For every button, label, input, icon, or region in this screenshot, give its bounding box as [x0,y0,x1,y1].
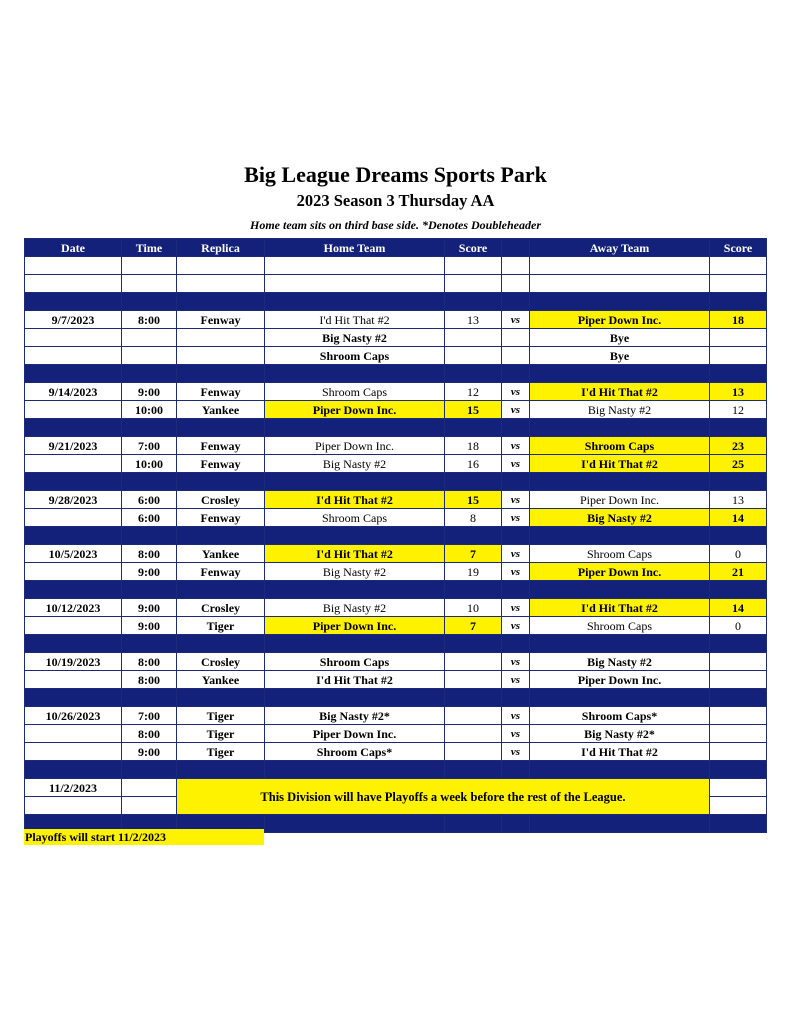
col-date: Date [25,239,122,257]
separator-cell [25,527,122,545]
blank-cell [265,275,445,293]
separator-row [25,419,767,437]
replica-cell: Tiger [177,707,265,725]
away-score-cell: 25 [710,455,767,473]
home-score-cell: 7 [445,545,502,563]
separator-cell [445,689,502,707]
away-team-cell: Bye [530,329,710,347]
home-score-cell [445,707,502,725]
home-score-cell [445,347,502,365]
separator-cell [265,365,445,383]
separator-cell [25,581,122,599]
blank-cell [445,257,502,275]
away-team-cell: I'd Hit That #2 [530,455,710,473]
home-team-cell: Big Nasty #2 [265,455,445,473]
game-row [25,725,767,743]
away-team-cell: Big Nasty #2* [530,725,710,743]
vs-cell: vs [502,545,530,563]
separator-cell [710,635,767,653]
separator-cell [710,473,767,491]
separator-cell [122,473,177,491]
date-cell [25,401,122,419]
home-team-cell: Shroom Caps [265,509,445,527]
away-score-cell: 0 [710,545,767,563]
separator-cell [445,365,502,383]
separator-cell [502,581,530,599]
blank-cell [502,275,530,293]
date-cell [25,329,122,347]
separator-cell [502,761,530,779]
time-cell: 9:00 [122,617,177,635]
separator-row [25,527,767,545]
separator-cell [122,293,177,311]
vs-cell: vs [502,653,530,671]
replica-cell: Tiger [177,743,265,761]
separator-cell [710,815,767,833]
separator-cell [122,689,177,707]
time-cell: 8:00 [122,653,177,671]
vs-cell: vs [502,401,530,419]
game-row [25,455,767,473]
home-score-cell [445,743,502,761]
separator-cell [177,365,265,383]
separator-cell [25,419,122,437]
separator-cell [177,761,265,779]
separator-cell [265,635,445,653]
time-cell: 8:00 [122,671,177,689]
separator-cell [530,527,710,545]
separator-cell [530,689,710,707]
home-score-cell: 16 [445,455,502,473]
date-cell: 10/12/2023 [25,599,122,617]
separator-cell [25,473,122,491]
away-score-cell [710,743,767,761]
replica-cell: Fenway [177,563,265,581]
separator-cell [122,581,177,599]
away-score-cell: 18 [710,311,767,329]
col-home-team: Home Team [265,239,445,257]
vs-cell: vs [502,599,530,617]
blank-cell [530,275,710,293]
away-team-cell: I'd Hit That #2 [530,383,710,401]
separator-cell [502,293,530,311]
separator-cell [710,689,767,707]
blank-cell [445,275,502,293]
date-cell: 10/26/2023 [25,707,122,725]
blank-cell [122,797,177,815]
blank-cell [710,797,767,815]
vs-cell: vs [502,617,530,635]
away-score-cell [710,671,767,689]
time-cell: 9:00 [122,563,177,581]
separator-cell [445,473,502,491]
blank-cell [122,275,177,293]
game-row [25,653,767,671]
blank-row [25,257,767,275]
time-cell: 7:00 [122,437,177,455]
time-cell: 8:00 [122,545,177,563]
separator-cell [265,761,445,779]
replica-cell: Crosley [177,653,265,671]
blank-cell [25,275,122,293]
away-team-cell: I'd Hit That #2 [530,743,710,761]
date-cell: 9/14/2023 [25,383,122,401]
separator-cell [530,473,710,491]
date-cell [25,725,122,743]
separator-cell [530,365,710,383]
separator-row [25,761,767,779]
separator-cell [530,419,710,437]
away-team-cell: Shroom Caps [530,545,710,563]
separator-cell [177,293,265,311]
replica-cell: Fenway [177,383,265,401]
time-cell [122,329,177,347]
separator-cell [710,419,767,437]
away-team-cell: Shroom Caps [530,617,710,635]
separator-cell [445,419,502,437]
separator-cell [265,581,445,599]
col-time: Time [122,239,177,257]
home-score-cell: 13 [445,311,502,329]
game-row [25,383,767,401]
replica-cell [177,329,265,347]
separator-cell [122,365,177,383]
vs-cell: vs [502,725,530,743]
separator-cell [122,761,177,779]
game-row [25,563,767,581]
vs-cell: vs [502,671,530,689]
vs-cell: vs [502,311,530,329]
date-cell: 9/7/2023 [25,311,122,329]
home-team-cell: Shroom Caps [265,383,445,401]
separator-cell [530,581,710,599]
col-away-score: Score [710,239,767,257]
time-cell: 8:00 [122,725,177,743]
away-team-cell: Piper Down Inc. [530,311,710,329]
separator-cell [710,761,767,779]
separator-cell [265,815,445,833]
home-score-cell: 19 [445,563,502,581]
home-score-cell: 18 [445,437,502,455]
away-team-cell: Big Nasty #2 [530,401,710,419]
away-team-cell: Shroom Caps* [530,707,710,725]
vs-cell: vs [502,491,530,509]
col-home-score: Score [445,239,502,257]
blank-cell [25,257,122,275]
home-team-cell: Big Nasty #2 [265,563,445,581]
home-team-cell: Big Nasty #2* [265,707,445,725]
away-score-cell [710,329,767,347]
away-score-cell: 12 [710,401,767,419]
vs-cell [502,347,530,365]
separator-cell [445,761,502,779]
vs-cell: vs [502,455,530,473]
date-cell [25,347,122,365]
vs-cell: vs [502,563,530,581]
col-replica: Replica [177,239,265,257]
separator-cell [530,761,710,779]
away-score-cell [710,725,767,743]
blank-cell [177,257,265,275]
separator-cell [445,527,502,545]
separator-cell [25,293,122,311]
separator-cell [265,419,445,437]
game-row [25,617,767,635]
away-score-cell: 13 [710,491,767,509]
date-cell [25,617,122,635]
home-team-cell: Piper Down Inc. [265,617,445,635]
away-score-cell: 0 [710,617,767,635]
separator-cell [445,293,502,311]
separator-cell [122,635,177,653]
away-team-cell: Shroom Caps [530,437,710,455]
blank-cell [122,257,177,275]
home-score-cell: 10 [445,599,502,617]
blank-cell [177,275,265,293]
vs-cell: vs [502,383,530,401]
blank-cell [25,797,122,815]
separator-cell [177,419,265,437]
page-title: Big League Dreams Sports Park [244,162,547,187]
home-team-cell: Shroom Caps [265,653,445,671]
separator-cell [122,527,177,545]
time-cell: 6:00 [122,491,177,509]
separator-cell [265,527,445,545]
blank-cell [265,257,445,275]
away-score-cell: 13 [710,383,767,401]
time-cell: 8:00 [122,311,177,329]
separator-cell [25,689,122,707]
game-row [25,509,767,527]
home-score-cell [445,725,502,743]
away-team-cell: Bye [530,347,710,365]
game-row [25,545,767,563]
col-away-team: Away Team [530,239,710,257]
game-row [25,599,767,617]
blank-cell [710,257,767,275]
playoff-date-cell: 11/2/2023 [25,779,122,797]
home-team-cell: I'd Hit That #2 [265,311,445,329]
home-team-cell: I'd Hit That #2 [265,491,445,509]
schedule-table [24,238,767,833]
separator-cell [502,365,530,383]
replica-cell: Fenway [177,437,265,455]
game-row [25,491,767,509]
away-team-cell: Big Nasty #2 [530,653,710,671]
date-cell: 10/19/2023 [25,653,122,671]
home-team-cell: Piper Down Inc. [265,437,445,455]
date-cell [25,563,122,581]
blank-cell [710,779,767,797]
separator-cell [177,689,265,707]
vs-cell: vs [502,509,530,527]
replica-cell: Fenway [177,509,265,527]
replica-cell: Yankee [177,401,265,419]
home-team-cell: I'd Hit That #2 [265,671,445,689]
home-score-cell [445,653,502,671]
time-cell: 6:00 [122,509,177,527]
replica-cell: Tiger [177,617,265,635]
separator-cell [445,581,502,599]
home-score-cell: 15 [445,491,502,509]
separator-cell [502,689,530,707]
separator-cell [177,527,265,545]
time-cell: 9:00 [122,599,177,617]
separator-cell [710,365,767,383]
away-score-cell: 14 [710,509,767,527]
game-row [25,329,767,347]
home-team-cell: Big Nasty #2 [265,329,445,347]
separator-cell [530,815,710,833]
away-team-cell: Piper Down Inc. [530,491,710,509]
date-cell: 9/21/2023 [25,437,122,455]
page-note: Home team sits on third base side. *Denotes Doubleheader [250,218,541,232]
time-cell: 10:00 [122,455,177,473]
page-subtitle: 2023 Season 3 Thursday AA [296,191,495,210]
away-team-cell: I'd Hit That #2 [530,599,710,617]
away-team-cell: Piper Down Inc. [530,671,710,689]
away-team-cell: Big Nasty #2 [530,509,710,527]
date-cell: 10/5/2023 [25,545,122,563]
home-team-cell: Piper Down Inc. [265,725,445,743]
replica-cell: Fenway [177,311,265,329]
home-score-cell: 8 [445,509,502,527]
home-team-cell: Shroom Caps [265,347,445,365]
col-vs [502,239,530,257]
away-score-cell [710,707,767,725]
separator-cell [25,365,122,383]
separator-cell [25,635,122,653]
replica-cell: Crosley [177,599,265,617]
vs-cell [502,329,530,347]
home-score-cell [445,329,502,347]
blank-cell [530,257,710,275]
home-score-cell [445,671,502,689]
date-cell [25,455,122,473]
vs-cell: vs [502,437,530,455]
separator-cell [502,473,530,491]
separator-cell [177,635,265,653]
home-score-cell: 7 [445,617,502,635]
time-cell: 9:00 [122,383,177,401]
replica-cell: Fenway [177,455,265,473]
home-team-cell: Piper Down Inc. [265,401,445,419]
game-row [25,401,767,419]
separator-row [25,581,767,599]
separator-cell [502,527,530,545]
separator-cell [265,293,445,311]
header-row [25,239,767,257]
date-cell: 9/28/2023 [25,491,122,509]
away-score-cell: 23 [710,437,767,455]
separator-row [25,473,767,491]
away-score-cell: 14 [710,599,767,617]
home-score-cell: 12 [445,383,502,401]
date-cell [25,743,122,761]
time-cell: 7:00 [122,707,177,725]
away-team-cell: Piper Down Inc. [530,563,710,581]
home-team-cell: Shroom Caps* [265,743,445,761]
separator-row [25,365,767,383]
replica-cell [177,347,265,365]
separator-cell [177,581,265,599]
separator-cell [502,635,530,653]
separator-cell [122,419,177,437]
blank-row [25,275,767,293]
playoffs-footnote: Playoffs will start 11/2/2023 [24,829,264,845]
home-team-cell: Big Nasty #2 [265,599,445,617]
playoff-message: This Division will have Playoffs a week before the rest of the League. [177,779,710,815]
away-score-cell [710,653,767,671]
replica-cell: Tiger [177,725,265,743]
separator-cell [530,293,710,311]
game-row [25,437,767,455]
game-row [25,671,767,689]
replica-cell: Crosley [177,491,265,509]
game-row [25,311,767,329]
separator-cell [445,815,502,833]
separator-cell [177,473,265,491]
game-row [25,707,767,725]
blank-cell [502,257,530,275]
vs-cell: vs [502,743,530,761]
separator-cell [502,815,530,833]
blank-cell [122,779,177,797]
separator-row [25,293,767,311]
replica-cell: Yankee [177,545,265,563]
playoff-row [25,779,767,797]
separator-cell [530,635,710,653]
separator-cell [710,581,767,599]
date-cell [25,671,122,689]
vs-cell: vs [502,707,530,725]
away-score-cell: 21 [710,563,767,581]
separator-cell [710,527,767,545]
replica-cell: Yankee [177,671,265,689]
away-score-cell [710,347,767,365]
game-row [25,743,767,761]
separator-cell [25,761,122,779]
separator-row [25,689,767,707]
separator-cell [265,473,445,491]
home-score-cell: 15 [445,401,502,419]
time-cell [122,347,177,365]
separator-cell [502,419,530,437]
separator-row [25,635,767,653]
home-team-cell: I'd Hit That #2 [265,545,445,563]
date-cell [25,509,122,527]
game-row [25,347,767,365]
separator-cell [265,689,445,707]
separator-cell [445,635,502,653]
separator-cell [710,293,767,311]
blank-cell [710,275,767,293]
time-cell: 10:00 [122,401,177,419]
time-cell: 9:00 [122,743,177,761]
